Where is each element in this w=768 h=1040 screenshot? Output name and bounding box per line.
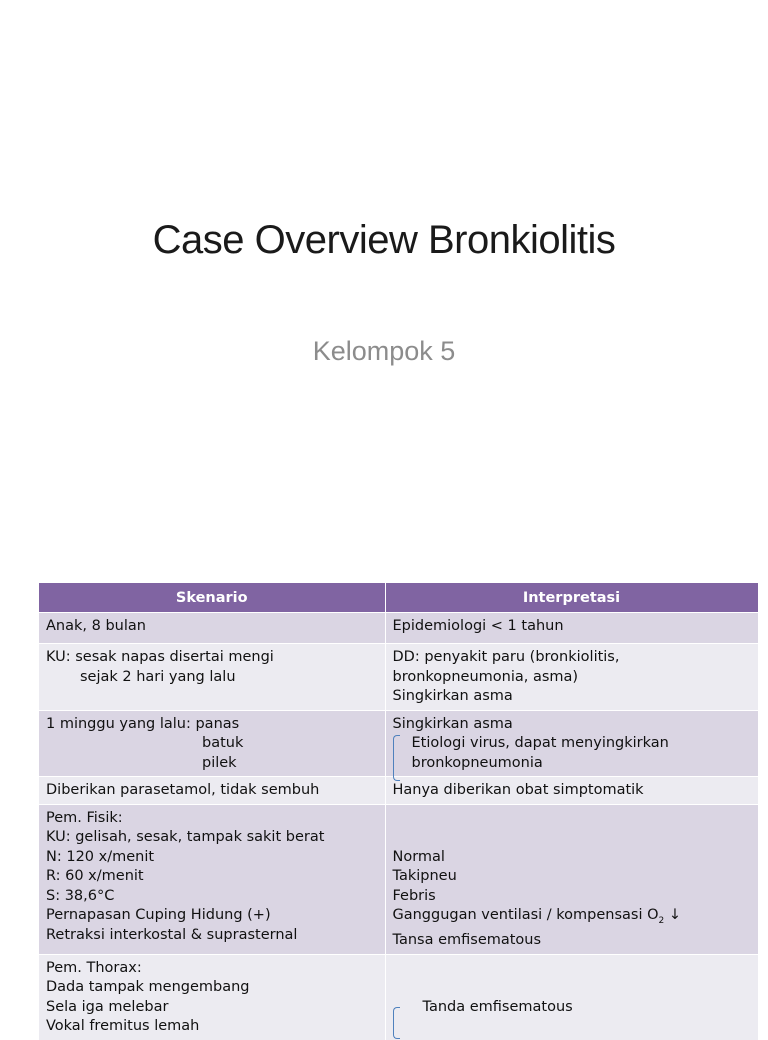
table-row [39, 613, 758, 644]
cell-text: Takipneu [392, 868, 457, 884]
brace-icon [393, 1007, 400, 1039]
header-interpretasi: Interpretasi [385, 583, 758, 613]
cell-text [393, 906, 751, 931]
row4-interpretasi [385, 777, 758, 805]
slide-subtitle: Kelompok 5 [312, 336, 456, 366]
table-row [39, 804, 758, 954]
subscript: 2 [658, 915, 665, 926]
cell-text: Pem. Fisik: [46, 809, 123, 826]
cell-text: Normal [392, 848, 445, 865]
cell-text: Etiologi virus, dapat menyingkirkan [411, 735, 669, 751]
cell-text-part: Ganggugan ventilasi / kompensasi O [392, 907, 659, 923]
cell-text: Pernapasan Cuping Hidung (+) [46, 907, 271, 923]
cell-text: Retraksi interkostal & suprasternal [46, 926, 298, 943]
cell-text: 1 minggu yang lalu: panas [46, 715, 240, 732]
cell-text: Diberikan parasetamol, tidak sembuh [46, 782, 320, 798]
cell-text: pilek [202, 754, 237, 771]
cell-text: Anak, 8 bulan [46, 618, 146, 634]
row2-skenario [39, 644, 385, 711]
cell-text: Tansa emfisematous [392, 932, 542, 949]
cell-text: Epidemiologi < 1 tahun [392, 618, 564, 634]
cell-text: S: 38,6°C [46, 887, 115, 904]
cell-text: R: 60 x/menit [46, 868, 144, 884]
cell-text: KU: gelisah, sesak, tampak sakit berat [46, 829, 325, 845]
cell-text: KU: sesak napas disertai mengi [46, 649, 274, 665]
row4-skenario [39, 777, 385, 805]
cell-text: sejak 2 hari yang lalu [80, 668, 236, 685]
cell-text: Singkirkan asma [392, 715, 513, 732]
cell-text: batuk [202, 735, 244, 751]
row2-interpretasi [385, 644, 758, 711]
cell-text: Hanya diberikan obat simptomatik [392, 782, 644, 798]
case-table [39, 583, 758, 1040]
table-row [39, 777, 758, 805]
cell-text: Singkirkan asma [392, 688, 513, 704]
row6-interpretasi [385, 954, 758, 1040]
brace-icon [393, 735, 400, 781]
table-row [39, 710, 758, 777]
cell-text: Febris [392, 887, 436, 904]
slide-title: Case Overview Bronkiolitis [152, 218, 616, 262]
row3-skenario [39, 710, 385, 777]
cell-text: DD: penyakit paru (bronkiolitis, [392, 649, 620, 665]
cell-text: Tanda emfisematous [422, 998, 573, 1015]
table-header-row [39, 583, 758, 613]
cell-text: N: 120 x/menit [46, 848, 155, 865]
cell-text: Dada tampak mengembang [46, 979, 250, 996]
table-row [39, 954, 758, 1040]
row1-interpretasi [385, 613, 758, 644]
row5-skenario [39, 804, 385, 954]
row3-interpretasi [385, 710, 758, 777]
row5-interpretasi [385, 804, 758, 954]
down-arrow-icon: ↓ [668, 907, 682, 923]
cell-text: bronkopneumonia, asma) [392, 668, 579, 685]
cell-text: Sela iga melebar [46, 998, 169, 1015]
scenario-table [39, 583, 759, 1040]
header-skenario: Skenario [39, 583, 385, 613]
cell-text: bronkopneumonia [411, 754, 543, 771]
row1-skenario [39, 613, 385, 644]
row6-skenario [39, 954, 385, 1040]
cell-text: Pem. Thorax: [46, 959, 142, 976]
cell-text: Vokal fremitus lemah [46, 1018, 200, 1035]
table-row [39, 644, 758, 711]
